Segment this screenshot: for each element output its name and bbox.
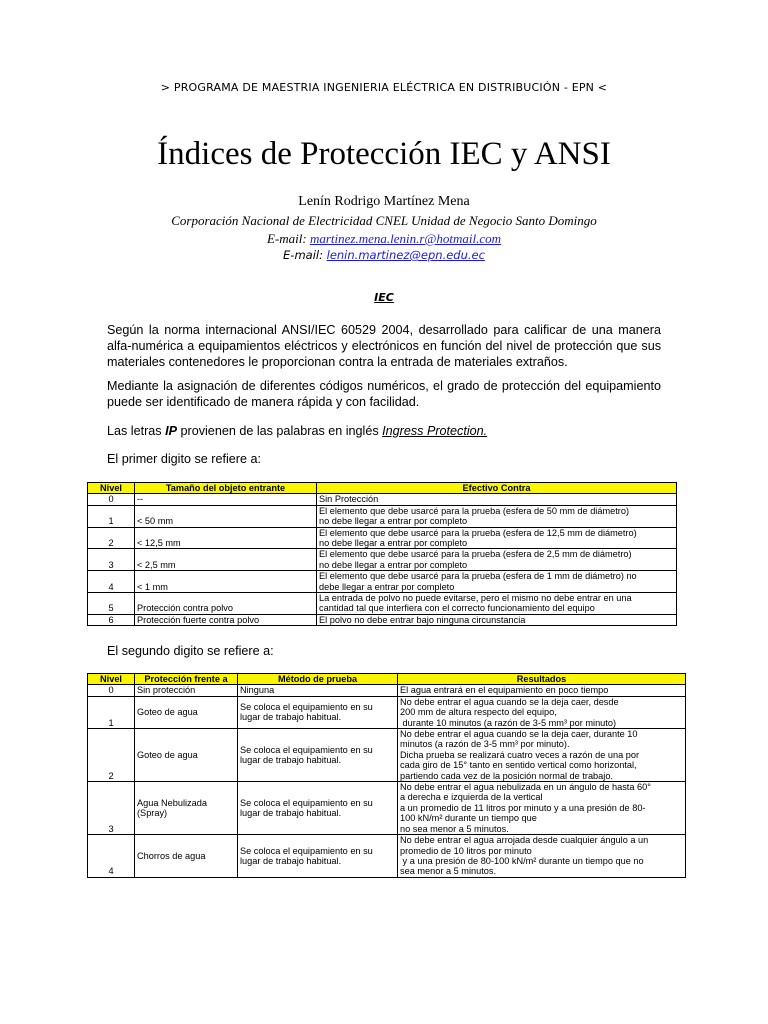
table-header-cell: Nivel (88, 674, 135, 685)
effective-cell (317, 505, 677, 527)
cell-line: no debe llegar a entrar por completo (319, 516, 468, 527)
table-row (88, 593, 677, 615)
cell-line: debe llegar a entrar por completo (319, 581, 455, 592)
cell-line: promedio de 10 litros por minuto (400, 845, 532, 856)
level-cell: 4 (88, 571, 135, 593)
cell-line: Goteo de agua (137, 707, 198, 718)
section-heading: IEC (374, 291, 394, 304)
table-header-row (88, 483, 677, 494)
effective-cell (317, 593, 677, 615)
table-row (88, 505, 677, 527)
table-header-cell: Tamaño del objeto entrante (135, 483, 317, 494)
size-cell: < 2,5 mm (135, 549, 317, 571)
results-cell (398, 782, 686, 835)
method-cell (238, 782, 398, 835)
size-cell: < 1 mm (135, 571, 317, 593)
first-digit-table (87, 482, 677, 626)
ip-middle-text: provienen de las palabras en inglés (177, 424, 383, 438)
cell-line: Goteo de agua (137, 749, 198, 760)
author-affiliation: Corporación Nacional de Electricidad CNEL Unidad de Negocio Santo Domingo (171, 213, 597, 228)
level-cell: 6 (88, 614, 135, 625)
size-cell: Protección contra polvo (135, 593, 317, 615)
effective-cell (317, 549, 677, 571)
level-cell: 2 (88, 729, 135, 782)
cell-line: cantidad tal que interfiera con el correcto funcionamiento del equipo (319, 603, 595, 614)
protection-cell (135, 729, 238, 782)
level-cell: 2 (88, 527, 135, 549)
program-header: > PROGRAMA DE MAESTRIA INGENIERIA ELÉCTRICA EN DISTRIBUCIÓN - EPN < (160, 81, 608, 94)
table-row (88, 685, 686, 696)
cell-line: Se coloca el equipamiento en su (240, 797, 373, 808)
method-cell (238, 835, 398, 878)
protection-cell (135, 835, 238, 878)
cell-line: durante 10 minutos (a razón de 3-5 mm³ por minuto) (400, 717, 617, 728)
cell-line: a derecha e izquierda de la vertical (400, 792, 543, 803)
level-cell: 0 (88, 494, 135, 505)
table-row (88, 571, 677, 593)
cell-line: Sin Protección (319, 494, 379, 505)
cell-line: no debe llegar a entrar por completo (319, 538, 468, 549)
cell-line: 100 kN/m² durante un tiempo que (400, 813, 537, 824)
size-cell: Protección fuerte contra polvo (135, 614, 317, 625)
cell-line: lugar de trabajo habitual. (240, 808, 342, 819)
table-header-cell: Efectivo Contra (317, 483, 677, 494)
protection-cell (135, 782, 238, 835)
table-row (88, 696, 686, 728)
cell-line: Se coloca el equipamiento en su (240, 744, 373, 755)
table-row (88, 729, 686, 782)
table-row (88, 835, 686, 878)
cell-line: lugar de trabajo habitual. (240, 712, 342, 723)
method-cell (238, 685, 398, 696)
cell-line: No debe entrar el agua arrojada desde cualquier ángulo a un (400, 835, 649, 846)
cell-line: no debe llegar a entrar por completo (319, 559, 468, 570)
results-cell (398, 685, 686, 696)
ip-intro-text: Las letras (107, 424, 166, 438)
level-cell: 4 (88, 835, 135, 878)
table-header-cell: Método de prueba (238, 674, 398, 685)
results-cell (398, 696, 686, 728)
cell-line: Se coloca el equipamiento en su (240, 845, 373, 856)
cell-line: El polvo no debe entrar bajo ninguna circunstancia (319, 614, 526, 625)
cell-line: Sin protección (137, 685, 196, 696)
level-cell: 3 (88, 549, 135, 571)
table-row (88, 527, 677, 549)
email-link-2[interactable]: lenin.martinez@epn.edu.ec (326, 248, 485, 262)
ingress-protection-term: Ingress Protection. (382, 424, 488, 438)
cell-line: a un promedio de 11 litros por minuto y a una presión de 80- (400, 802, 646, 813)
level-cell: 1 (88, 505, 135, 527)
email-label-1: E-mail: (266, 231, 310, 246)
table-header-cell: Nivel (88, 483, 135, 494)
table-row (88, 782, 686, 835)
paragraph-standard: Según la norma internacional ANSI/IEC 60529 2004, desarrollado para calificar de una manera alfa-numérica a equipamientos eléctricos y electrónicos en función del nivel de protección que sus materiales contenedores le proporcionan contra la entrada de materiales extraños. (107, 323, 661, 369)
cell-line: Ninguna (240, 685, 275, 696)
cell-line: cada giro de 15° tanto en sentido vertical como horizontal, (400, 760, 637, 771)
cell-line: partiendo cada vez de la posición normal de trabajo. (400, 770, 613, 781)
cell-line: El agua entrará en el equipamiento en poco tiempo (400, 685, 609, 696)
level-cell: 0 (88, 685, 135, 696)
cell-line: El elemento que debe usarcé para la prueba (esfera de 1 mm de diámetro) no (319, 571, 637, 582)
cell-line: No debe entrar el agua cuando se la deja caer, desde (400, 696, 619, 707)
cell-line: El elemento que debe usarcé para la prueba (esfera de 50 mm de diámetro) (319, 505, 630, 516)
table-header-cell: Protección frente a (135, 674, 238, 685)
cell-line: No debe entrar el agua cuando se la deja caer, durante 10 (400, 729, 638, 740)
size-cell: < 50 mm (135, 505, 317, 527)
results-cell (398, 835, 686, 878)
method-cell (238, 729, 398, 782)
method-cell (238, 696, 398, 728)
effective-cell (317, 571, 677, 593)
cell-line: Se coloca el equipamiento en su (240, 702, 373, 713)
cell-line: Agua Nebulizada (137, 797, 207, 808)
size-cell: -- (135, 494, 317, 505)
table-header-row (88, 674, 686, 685)
cell-line: (Spray) (137, 808, 168, 819)
cell-line: no sea menor a 5 minutos. (400, 823, 509, 834)
effective-cell (317, 614, 677, 625)
cell-line: sea menor a 5 minutos. (400, 866, 497, 877)
second-digit-table (87, 673, 686, 878)
cell-line: El elemento que debe usarcé para la prueba (esfera de 12,5 mm de diámetro) (319, 527, 637, 538)
paragraph-first-digit: El primer digito se refiere a: (107, 452, 261, 466)
cell-line: lugar de trabajo habitual. (240, 755, 342, 766)
cell-line: 200 mm de altura respecto del equipo, (400, 707, 557, 718)
effective-cell (317, 527, 677, 549)
paragraph-codes: Mediante la asignación de diferentes códigos numéricos, el grado de protección del equipamiento puede ser identificado de manera rápida y con facilidad. (107, 379, 661, 409)
author-name: Lenín Rodrigo Martínez Mena (298, 194, 470, 209)
email-link-1[interactable]: martinez.mena.lenin.r@hotmail.com (309, 231, 502, 246)
cell-line: Dicha prueba se realizará cuatro veces a razón de una por (400, 749, 640, 760)
table-row (88, 614, 677, 625)
table-row (88, 494, 677, 505)
email-label-2: E-mail: (283, 248, 327, 262)
cell-line: El elemento que debe usarcé para la prueba (esfera de 2,5 mm de diámetro) (319, 549, 632, 560)
email-line-1 (0, 231, 768, 247)
email-line-2 (0, 248, 768, 262)
paragraph-second-digit: El segundo digito se refiere a: (107, 644, 274, 658)
cell-line: lugar de trabajo habitual. (240, 855, 342, 866)
effective-cell (317, 494, 677, 505)
document-title: Índices de Protección IEC y ANSI (157, 136, 611, 172)
results-cell (398, 729, 686, 782)
protection-cell (135, 696, 238, 728)
cell-line: La entrada de polvo no puede evitarse, pero el mismo no debe entrar en una (319, 593, 632, 604)
cell-line: No debe entrar el agua nebulizada en un ángulo de hasta 60° (400, 782, 651, 793)
cell-line: minutos (a razón de 3-5 mm³ por minuto). (400, 739, 570, 750)
ip-letters: IP (165, 424, 178, 438)
cell-line: Chorros de agua (137, 850, 206, 861)
cell-line: y a una presión de 80-100 kN/m² durante un tiempo que no (400, 855, 644, 866)
paragraph-ip-origin (107, 423, 661, 439)
table-header-cell: Resultados (398, 674, 686, 685)
protection-cell (135, 685, 238, 696)
level-cell: 1 (88, 696, 135, 728)
size-cell: < 12,5 mm (135, 527, 317, 549)
level-cell: 5 (88, 593, 135, 615)
table-row (88, 549, 677, 571)
level-cell: 3 (88, 782, 135, 835)
